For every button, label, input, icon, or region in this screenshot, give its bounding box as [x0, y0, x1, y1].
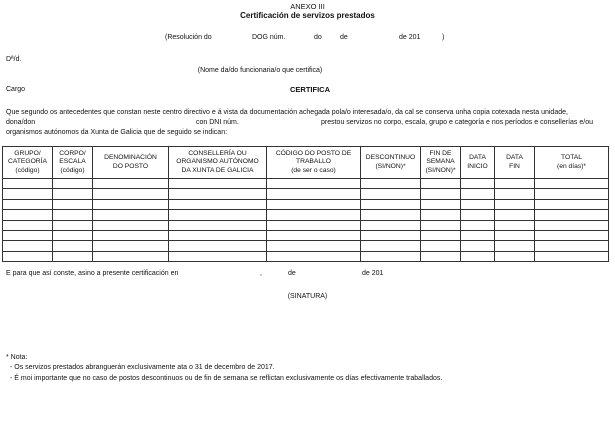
table-cell [53, 230, 93, 240]
table-cell [495, 230, 535, 240]
table-cell [361, 251, 421, 261]
table-cell [421, 189, 461, 199]
column-header [361, 147, 421, 179]
table-cell [361, 241, 421, 251]
cargo-label: Cargo [6, 86, 26, 93]
table-cell [93, 251, 169, 261]
resolution-year-label: de 201 [399, 34, 421, 41]
paragraph-line-2: prestou servizos no corpo, escala, grupo e categoría e nos períodos e consellerías e/ou [321, 119, 593, 126]
table-cell [495, 179, 535, 189]
column-header-line: (de ser o caso) [291, 166, 336, 174]
column-header-line: DATA [506, 154, 523, 162]
name-hint: (Nome da/do funcionaria/o que certifica) [197, 67, 323, 74]
column-header-line: INICIO [467, 162, 488, 170]
table-cell [421, 251, 461, 261]
table-cell [53, 220, 93, 230]
table-cell [495, 199, 535, 209]
table-cell [53, 241, 93, 251]
table-cell [461, 210, 495, 220]
table-cell [495, 210, 535, 220]
table-cell [535, 241, 609, 251]
table-cell [93, 179, 169, 189]
column-header-line: DESCONTINUO [365, 154, 416, 162]
table-cell [267, 179, 361, 189]
table-cell [361, 220, 421, 230]
table-cell [53, 179, 93, 189]
table-cell [169, 220, 267, 230]
table-cell [267, 241, 361, 251]
column-header [421, 147, 461, 179]
table-cell [535, 220, 609, 230]
table-cell [495, 241, 535, 251]
table-cell [53, 189, 93, 199]
table-cell [169, 179, 267, 189]
table-cell [361, 189, 421, 199]
column-header [3, 147, 53, 179]
table-cell [3, 199, 53, 209]
table-cell [169, 251, 267, 261]
column-header-line: CÓDIGO DO POSTO DE [275, 150, 352, 158]
column-header [495, 147, 535, 179]
table-cell [495, 251, 535, 261]
table-cell [169, 210, 267, 220]
table-cell [169, 189, 267, 199]
note-item-2: - É moi importante que no caso de postos descontinuos ou de fin de semana se reflictan exclusivamente os días efectivamente traballados. [10, 375, 443, 382]
column-header-line: FIN DE [429, 150, 452, 158]
table-cell [3, 179, 53, 189]
table-row [3, 251, 609, 261]
column-header-line: DA XUNTA DE GALICIA [181, 166, 254, 174]
table-cell [461, 241, 495, 251]
column-header-line: DO POSTO [112, 162, 149, 170]
signature-label: (SINATURA) [287, 293, 328, 300]
table-cell [3, 230, 53, 240]
column-header [461, 147, 495, 179]
column-header-line: SEMANA [426, 158, 455, 166]
table-cell [53, 199, 93, 209]
column-header [267, 147, 361, 179]
column-header [535, 147, 609, 179]
footer-comma: , [260, 270, 262, 277]
certifica-heading: CERTIFICA [290, 85, 330, 94]
resolution-de-label: de [340, 34, 348, 41]
table-cell [93, 241, 169, 251]
table-cell [461, 199, 495, 209]
table-row [3, 220, 609, 230]
table-row [3, 241, 609, 251]
table-cell [461, 251, 495, 261]
table-cell [361, 230, 421, 240]
table-cell [461, 220, 495, 230]
table-cell [535, 210, 609, 220]
table-cell [421, 179, 461, 189]
note-title: * Nota: [6, 354, 28, 361]
table-cell [53, 210, 93, 220]
table-cell [421, 210, 461, 220]
column-header-line: DENOMINACIÓN [104, 154, 157, 162]
table-cell [3, 189, 53, 199]
column-header-line: CATEGORÍA [8, 158, 47, 166]
table-cell [93, 230, 169, 240]
column-header-line: CORPO/ [59, 150, 86, 158]
table-cell [495, 189, 535, 199]
table-cell [267, 199, 361, 209]
column-header-line: (SI/NON)* [425, 166, 456, 174]
table-cell [461, 179, 495, 189]
table-header-row [3, 147, 609, 179]
dog-number-label: DOG núm. [252, 34, 286, 41]
column-header [93, 147, 169, 179]
table-cell [461, 230, 495, 240]
table-cell [535, 189, 609, 199]
column-header-line: CONSELLERÍA OU [188, 150, 247, 158]
resolution-label: (Resolución do [165, 34, 212, 41]
table-row [3, 179, 609, 189]
document-title: Certificación de servizos prestados [240, 11, 375, 20]
table-cell [535, 199, 609, 209]
table-cell [421, 241, 461, 251]
table-cell [267, 251, 361, 261]
table-cell [421, 199, 461, 209]
paragraph-line-1: Que segundo os antecedentes que constan neste centro directivo e á vista da documentación achegada pola/o interesada/o, da cal se conserva unha copia cotexada nesta unidade, [6, 109, 568, 116]
note-item-1: - Os servizos prestados abranguerán exclusivamente ata o 31 de decembro de 2017. [10, 364, 275, 371]
table-cell [53, 251, 93, 261]
table-cell [169, 230, 267, 240]
table-cell [535, 230, 609, 240]
column-header-line: (código) [60, 166, 85, 174]
table-cell [267, 220, 361, 230]
table-row [3, 230, 609, 240]
table-row [3, 199, 609, 209]
services-table [2, 146, 609, 262]
table-row [3, 210, 609, 220]
table-cell [93, 210, 169, 220]
paragraph-dni-label: con DNI núm. [196, 119, 239, 126]
table-cell [3, 210, 53, 220]
column-header [53, 147, 93, 179]
table-cell [495, 220, 535, 230]
column-header-line: ESCALA [59, 158, 86, 166]
paragraph-dona-label: dona/don [6, 119, 36, 126]
column-header-line: TRABALLO [296, 158, 331, 166]
table-cell [93, 189, 169, 199]
table-cell [267, 210, 361, 220]
table-row [3, 189, 609, 199]
column-header-line: (en días)* [557, 162, 586, 170]
table-cell [361, 210, 421, 220]
column-header-line: (código) [15, 166, 40, 174]
table-cell [267, 189, 361, 199]
table-cell [267, 230, 361, 240]
resolution-close: ) [442, 34, 445, 41]
table-cell [535, 251, 609, 261]
footer-de-label: de [288, 270, 296, 277]
column-header-line: DATA [469, 154, 486, 162]
table-cell [93, 220, 169, 230]
footer-year-label: de 201 [362, 270, 384, 277]
table-cell [421, 220, 461, 230]
footer-text: E para que así conste, asino a presente certificación en [6, 270, 179, 277]
table-body [3, 179, 609, 262]
resolution-do-label: do [314, 34, 322, 41]
table-cell [361, 179, 421, 189]
column-header-line: ORGANISMO AUTÓNOMO [176, 158, 259, 166]
table-cell [3, 251, 53, 261]
column-header-line: FIN [509, 162, 520, 170]
table-cell [361, 199, 421, 209]
table-cell [421, 230, 461, 240]
column-header-line: GRUPO/ [14, 150, 41, 158]
column-header-line: (SI/NON)* [375, 162, 406, 170]
dona-label: Dª/d. [6, 56, 22, 63]
table-cell [535, 179, 609, 189]
table-cell [3, 220, 53, 230]
column-header [169, 147, 267, 179]
table-cell [93, 199, 169, 209]
annex-label: ANEXO III [290, 2, 325, 11]
table-cell [3, 241, 53, 251]
column-header-line: TOTAL [561, 154, 582, 162]
paragraph-line-3: organismos autónomos da Xunta de Galicia que de seguido se indican: [6, 129, 228, 136]
table-cell [169, 199, 267, 209]
table-cell [461, 189, 495, 199]
table-cell [169, 241, 267, 251]
